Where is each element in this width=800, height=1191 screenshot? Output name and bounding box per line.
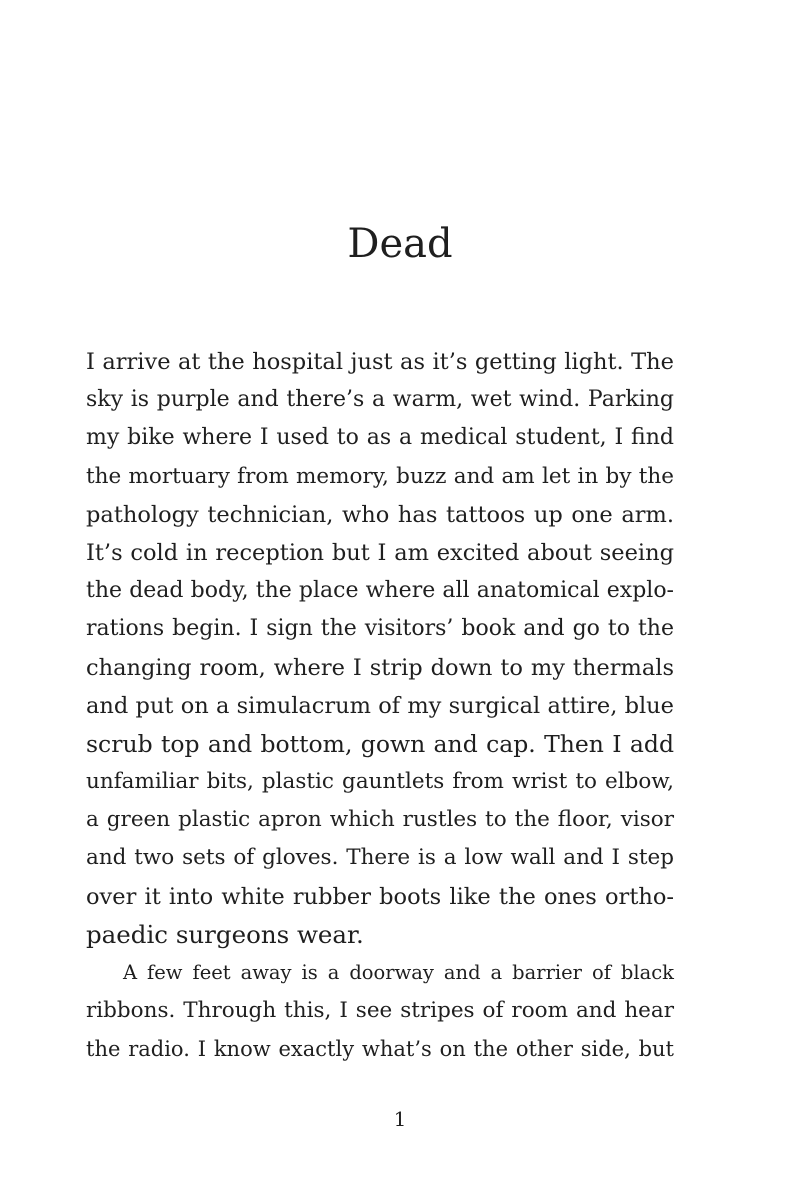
text-line: ribbons. Through this, I see stripes of room and hear <box>86 998 674 1024</box>
text-line: changing room, where I strip down to my thermals <box>86 654 674 681</box>
paragraph-1 <box>86 343 674 954</box>
chapter-body <box>86 343 674 1069</box>
text-line: and two sets of gloves. There is a low wall and I step <box>86 845 674 871</box>
text-line: the dead body, the place where all anatomical explo- <box>86 578 674 604</box>
text-line: a green plastic apron which rustles to the floor, visor <box>86 807 674 833</box>
text-line: the mortuary from memory, buzz and am let in by the <box>86 463 674 489</box>
page-number: 1 <box>393 1107 407 1131</box>
text-line: It’s cold in reception but I am excited about seeing <box>86 539 674 566</box>
text-line: scrub top and bottom, gown and cap. Then I add <box>86 729 674 758</box>
text-line: pathology technician, who has tattoos up one arm. <box>86 501 674 528</box>
text-line: over it into white rubber boots like the ones ortho- <box>86 883 674 910</box>
text-line: A few feet away is a doorway and a barrier of black <box>123 961 674 984</box>
text-line: paedic surgeons wear. <box>86 919 364 949</box>
text-line: unfamiliar bits, plastic gauntlets from wrist to elbow, <box>86 769 674 795</box>
text-line: rations begin. I sign the visitors’ book and go to the <box>86 616 674 642</box>
text-line: the radio. I know exactly what’s on the other side, but <box>86 1037 674 1062</box>
text-line: sky is purple and there’s a warm, wet wind. Parking <box>86 387 674 413</box>
chapter-title: Dead <box>347 221 453 267</box>
text-line: I arrive at the hospital just as it’s getting light. The <box>86 349 674 375</box>
text-line: my bike where I used to as a medical student, I find <box>86 425 674 451</box>
text-line: and put on a simulacrum of my surgical attire, blue <box>86 692 674 719</box>
paragraph-2 <box>86 954 674 1069</box>
